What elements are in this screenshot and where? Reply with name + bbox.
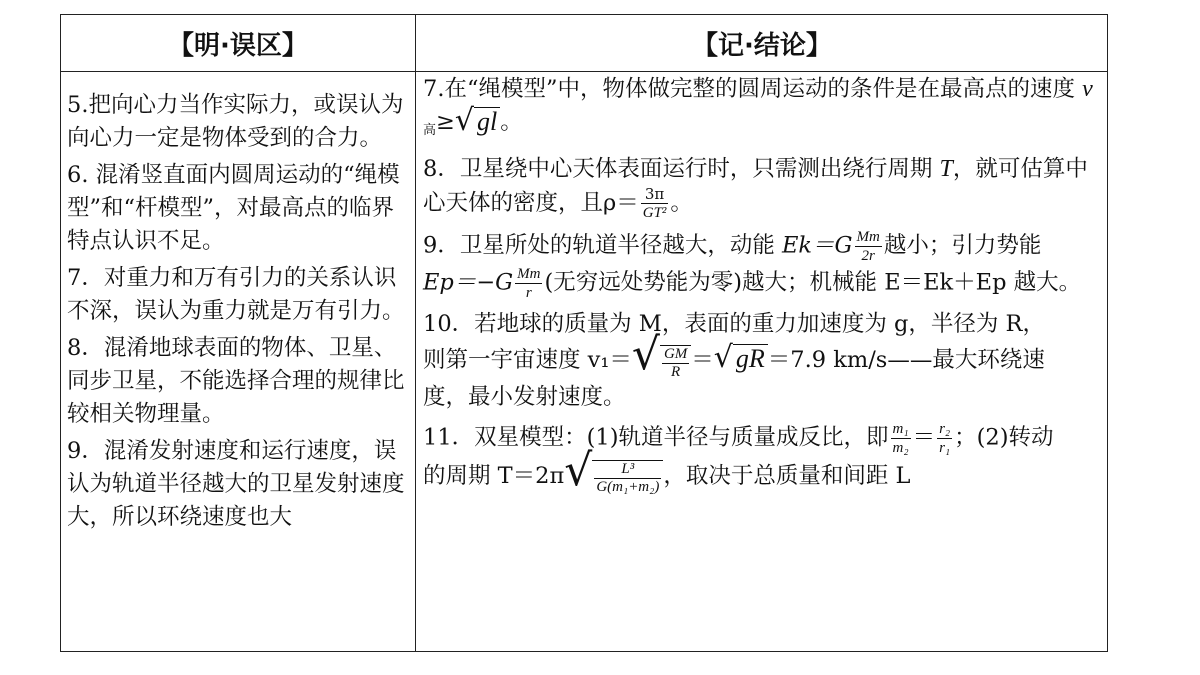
header-conclusions: 【记·结论】	[692, 30, 832, 61]
conclusion-item-10: 10．若地球的质量为 M，表面的重力加速度为 g，半径为 R， 则第一宇宙速度 v₁＝√ $\frac{GM}{R}$ ＝√ gR ＝7.9 km/s——最大环绕速 度，最小发射速度。	[423, 311, 1045, 410]
misconception-item: 6. 混淆竖直面内圆周运动的“绳模型”和“杆模型”，对最高点的临界特点认识不足。	[67, 162, 400, 254]
header-misconceptions: 【明·误区】	[168, 30, 308, 61]
sqrt-formula: √ gl	[455, 107, 500, 140]
conclusion-item-11: 11．双星模型：(1)轨道半径与质量成反比，即 $\frac{\text{m₁}}{\text{m₂}}$ ＝ $\frac{\text{r₂}}{\text{r₁}}$ ；(2)转动 的周期 T＝2π√ $\frac{\text{L³}}{\text{G(m₁+m₂)}}$ ，取决于总质量和间距 L	[423, 420, 1054, 496]
misconception-item: 5.把向心力当作实际力，或误认为向心力一定是物体受到的合力。	[67, 92, 404, 151]
conclusion-table	[60, 14, 1108, 652]
misconception-item: 8．混淆地球表面的物体、卫星、同步卫星，不能选择合理的规律比较相关物理量。	[67, 335, 405, 427]
conclusion-item-7: 7.在“绳模型”中，物体做完整的圆周运动的条件是在最高点的速度 $v_高\ge√$ gl 。	[423, 76, 1093, 138]
misconception-item: 7．对重力和万有引力的关系认识不深，误认为重力就是万有引力。	[67, 265, 405, 324]
conclusion-item-9: 9．卫星所处的轨道半径越大，动能 Ek＝G $\frac{Mm}{2r}$ 越小；引力势能 Ep＝−G $\frac{Mm}{r}$ (无穷远处势能为零)越大；机械能 E＝Ek＋Ep 越大。	[423, 229, 1082, 301]
density-fraction: $\frac{3\pi}{\text{GT²}}$	[642, 185, 667, 221]
misconceptions-column	[67, 89, 412, 538]
column-divider	[415, 15, 416, 651]
conclusion-item-8: 8．卫星绕中心天体表面运行时，只需测出绕行周期 T，就可估算中心天体的密度，且ρ＝ $\frac{3\pi}{\text{GT²}}$ 。	[423, 156, 1088, 221]
conclusions-column	[423, 73, 1099, 496]
misconception-item: 9．混淆发射速度和运行速度，误认为轨道半径越大的卫星发射速度大，所以环绕速度也大	[67, 438, 405, 530]
header-divider	[61, 71, 1107, 72]
